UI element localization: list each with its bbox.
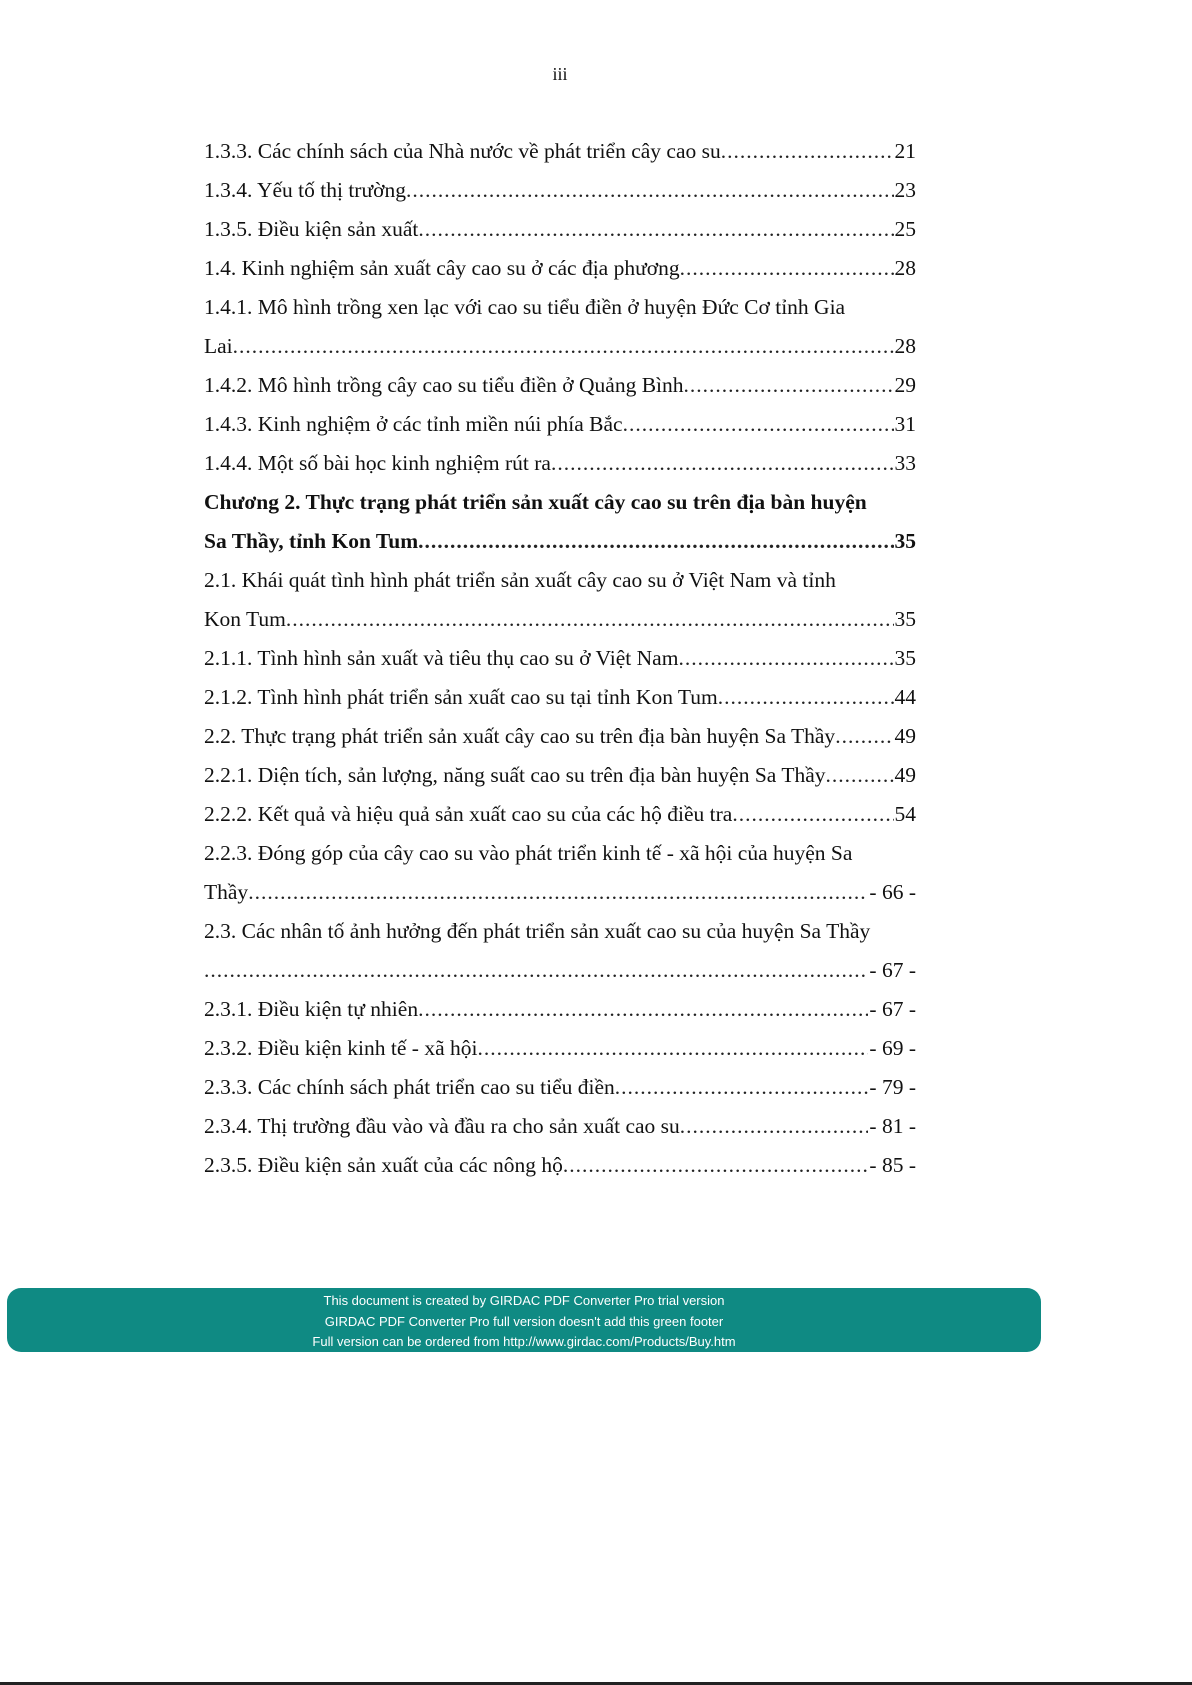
toc-chapter-title-continued: Sa Thầy, tỉnh Kon Tum: [204, 529, 419, 553]
toc-leader-dots: [835, 717, 893, 756]
toc-entry-page: 29: [894, 373, 916, 397]
toc-entry[interactable]: [204, 132, 916, 171]
toc-entry[interactable]: [204, 678, 916, 717]
toc-entry[interactable]: [204, 444, 916, 483]
toc-entry-title: 2.3.2. Điều kiện kinh tế - xã hội: [204, 1036, 478, 1060]
toc-leader-dots: [286, 600, 894, 639]
toc-leader-dots: [233, 327, 894, 366]
toc-leader-dots: [418, 210, 893, 249]
toc-chapter-continuation[interactable]: [204, 522, 916, 561]
toc-entry-title: 2.1.2. Tình hình phát triển sản xuất cao su tại tỉnh Kon Tum: [204, 685, 718, 709]
toc-entry-page: 49: [894, 763, 916, 787]
toc-entry-page: 49: [894, 724, 916, 748]
toc-entry-first-line[interactable]: [204, 834, 916, 873]
toc-entry[interactable]: [204, 1029, 916, 1068]
toc-entry-page: - 66 -: [869, 880, 916, 904]
toc-entry[interactable]: [204, 1107, 916, 1146]
toc-entry-page: 21: [894, 139, 916, 163]
toc-leader-dots: [248, 873, 868, 912]
toc-entry-title: 2.1.1. Tình hình sản xuất và tiêu thụ cao su ở Việt Nam: [204, 646, 679, 670]
toc-leader-dots: [418, 990, 868, 1029]
toc-entry[interactable]: [204, 756, 916, 795]
toc-entry-page: 23: [894, 178, 916, 202]
toc-entry-continuation[interactable]: [204, 327, 916, 366]
toc-leader-dots: [623, 405, 894, 444]
toc-entry-first-line[interactable]: [204, 561, 916, 600]
toc-leader-dots: [721, 132, 894, 171]
toc-entry[interactable]: [204, 366, 916, 405]
toc-entry-title: 1.4.2. Mô hình trồng cây cao su tiểu điền ở Quảng Bình: [204, 373, 684, 397]
toc-leader-dots: [684, 366, 894, 405]
toc-entry-title: 1.4.3. Kinh nghiệm ở các tỉnh miền núi phía Bắc: [204, 412, 623, 436]
toc-entry-title: 2.3.4. Thị trường đầu vào và đầu ra cho sản xuất cao su: [204, 1114, 680, 1138]
toc-leader-dots: [826, 756, 894, 795]
toc-entry-title: 2.3. Các nhân tố ảnh hưởng đến phát triển sản xuất cao su của huyện Sa Thầy: [204, 919, 871, 943]
toc-entry-page: 44: [894, 685, 916, 709]
toc-entry[interactable]: [204, 717, 916, 756]
toc-entry-title: 1.4. Kinh nghiệm sản xuất cây cao su ở các địa phương: [204, 256, 680, 280]
toc-entry[interactable]: [204, 210, 916, 249]
toc-leader-dots: [718, 678, 894, 717]
toc-entry-title: 2.1. Khái quát tình hình phát triển sản xuất cây cao su ở Việt Nam và tỉnh: [204, 568, 836, 592]
toc-entry-first-line[interactable]: [204, 912, 916, 951]
toc-entry-page: 28: [894, 256, 916, 280]
toc-entry-title: 2.3.5. Điều kiện sản xuất của các nông hộ: [204, 1153, 563, 1177]
toc-entry-page: 35: [894, 529, 916, 553]
footer-line: GIRDAC PDF Converter Pro full version doesn't add this green footer: [324, 1313, 724, 1329]
toc-leader-dots: [680, 249, 894, 288]
toc-entry-page: 31: [894, 412, 916, 436]
toc-leader-dots: [680, 1107, 869, 1146]
toc-entry-page: - 67 -: [869, 958, 916, 982]
toc-entry-title: 2.2. Thực trạng phát triển sản xuất cây cao su trên địa bàn huyện Sa Thầy: [204, 724, 836, 748]
page-number: iii: [552, 64, 568, 84]
toc-entry-continuation[interactable]: [204, 600, 916, 639]
toc-entry[interactable]: [204, 171, 916, 210]
toc-entry-title: 2.2.3. Đóng góp của cây cao su vào phát triển kinh tế - xã hội của huyện Sa: [204, 841, 853, 865]
toc-entry-first-line[interactable]: [204, 288, 916, 327]
toc-entry[interactable]: [204, 990, 916, 1029]
toc-entry-title: 1.3.4. Yếu tố thị trường: [204, 178, 406, 202]
toc-leader-dots: [615, 1068, 869, 1107]
toc-entry[interactable]: [204, 1146, 916, 1185]
toc-entry-title: 1.3.3. Các chính sách của Nhà nước về phát triển cây cao su: [204, 139, 721, 163]
toc-entry-title: 2.2.1. Diện tích, sản lượng, năng suất cao su trên địa bàn huyện Sa Thầy: [204, 763, 826, 787]
toc-entry-title: 2.3.3. Các chính sách phát triển cao su tiểu điền: [204, 1075, 615, 1099]
toc-entry-title-continued: Thầy: [204, 880, 249, 904]
toc-leader-dots: [732, 795, 893, 834]
toc-entry-page: - 79 -: [869, 1075, 916, 1099]
toc-leader-dots: [418, 522, 893, 561]
toc-leader-dots: [551, 444, 894, 483]
toc-entry-page: 35: [894, 646, 916, 670]
footer-line: Full version can be ordered from http://www.girdac.com/Products/Buy.htm: [312, 1334, 736, 1349]
toc-leader-dots: [678, 639, 893, 678]
toc-entry-page: 25: [894, 217, 916, 241]
toc-chapter-title: Chương 2. Thực trạng phát triển sản xuất cây cao su trên địa bàn huyện: [204, 490, 867, 514]
toc-entry-title: 2.3.1. Điều kiện tự nhiên: [204, 997, 419, 1021]
toc-entry-page: - 67 -: [869, 997, 916, 1021]
toc-entry[interactable]: [204, 405, 916, 444]
toc-entry-page: 28: [894, 334, 916, 358]
toc-chapter-first-line[interactable]: [204, 483, 916, 522]
toc-leader-dots: [204, 951, 868, 990]
toc-entry-page: - 85 -: [869, 1153, 916, 1177]
toc-entry-page: 33: [894, 451, 916, 475]
toc-entry[interactable]: [204, 639, 916, 678]
toc-entry[interactable]: [204, 795, 916, 834]
toc-entry-page: 54: [894, 802, 916, 826]
converter-trial-footer: [7, 1288, 1041, 1352]
toc-entry-continuation[interactable]: [204, 873, 916, 912]
toc-entry[interactable]: [204, 1068, 916, 1107]
toc-entry-title-continued: Lai: [204, 334, 233, 358]
toc-entry-continuation[interactable]: [204, 951, 916, 990]
table-of-contents: [204, 132, 916, 1185]
toc-entry-page: 35: [894, 607, 916, 631]
toc-entry-title: 1.3.5. Điều kiện sản xuất: [204, 217, 419, 241]
toc-entry-title-continued: Kon Tum: [204, 607, 286, 631]
toc-leader-dots: [477, 1029, 868, 1068]
footer-line: This document is created by GIRDAC PDF Converter Pro trial version: [323, 1293, 725, 1308]
toc-leader-dots: [406, 171, 894, 210]
toc-entry[interactable]: [204, 249, 916, 288]
toc-entry-page: - 81 -: [869, 1114, 916, 1138]
toc-entry-title: 1.4.1. Mô hình trồng xen lạc với cao su tiểu điền ở huyện Đức Cơ tỉnh Gia: [204, 295, 846, 319]
toc-entry-title: 2.2.2. Kết quả và hiệu quả sản xuất cao su của các hộ điều tra: [204, 802, 733, 826]
toc-leader-dots: [563, 1146, 869, 1185]
toc-entry-title: 1.4.4. Một số bài học kinh nghiệm rút ra: [204, 451, 551, 475]
toc-entry-page: - 69 -: [869, 1036, 916, 1060]
